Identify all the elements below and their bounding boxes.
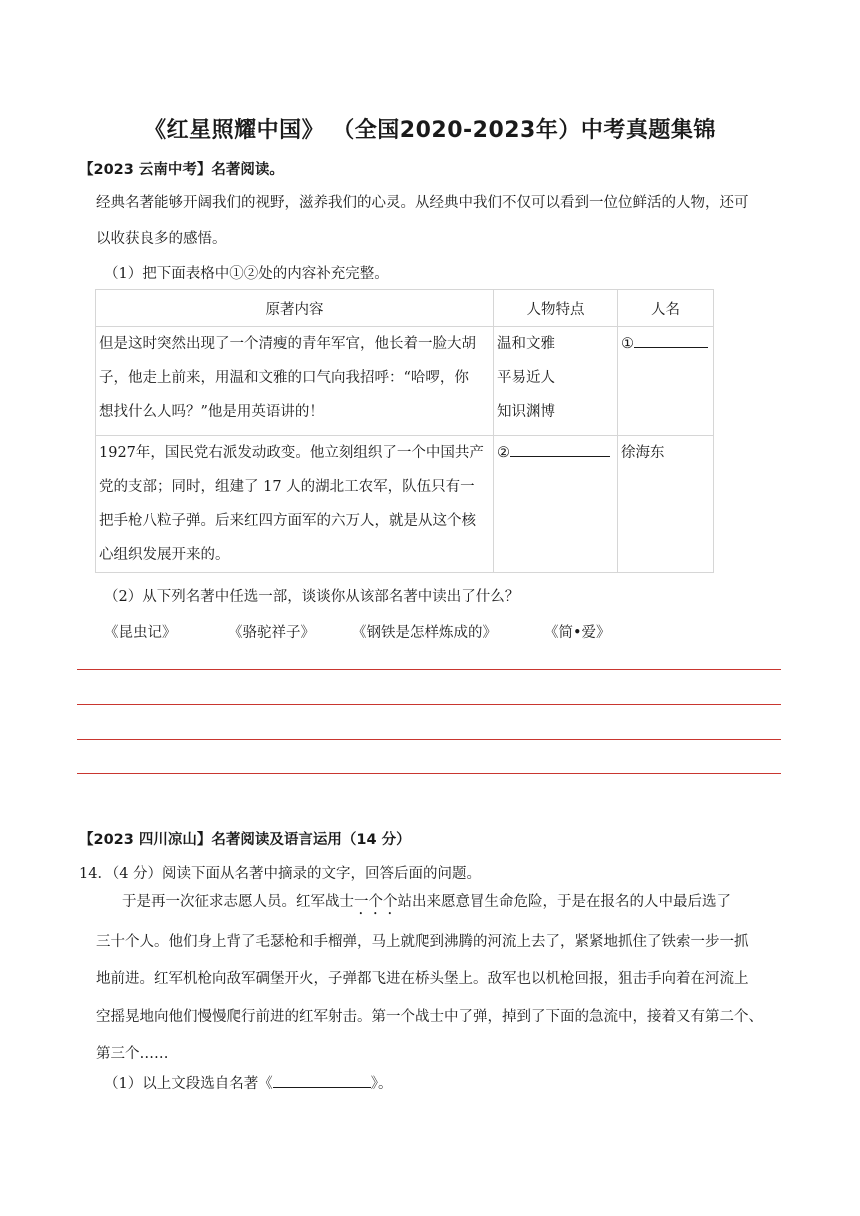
book-option-3: 《钢铁是怎样炼成的》 <box>352 625 497 641</box>
book-option-1: 《昆虫记》 <box>104 625 177 641</box>
character-table <box>95 289 714 573</box>
answer-line-3[interactable] <box>77 739 781 740</box>
question-14-prompt: 14．（4 分）阅读下面从名著中摘录的文字，回答后面的问题。 <box>79 866 482 882</box>
emphasized-word: 一个个 <box>354 894 398 910</box>
blank-marker-2: ② <box>497 445 510 461</box>
page-title: 《红星照耀中国》 （全国2020-2023年）中考真题集锦 <box>144 118 716 143</box>
section1-header: 【2023 云南中考】名著阅读。 <box>79 162 284 178</box>
answer-line-2[interactable] <box>77 704 781 705</box>
table-row <box>96 327 714 436</box>
row1-traits: 温和文雅 平易近人 知识渊博 <box>494 327 618 436</box>
answer-blank-book[interactable] <box>273 1071 371 1088</box>
passage-line-4: 空摇晃地向他们慢慢爬行前进的红军射击。第一个战士中了弹，掉到了下面的急流中，接着又有第二个、 <box>96 1009 763 1025</box>
row1-name-blank[interactable] <box>618 327 714 436</box>
row2-content: 1927年，国民党右派发动政变。他立刻组织了一个中国共产 党的支部；同时，组建了 17 人的湖北工农军，队伍只有一 把手枪八粒子弹。后来红四方面军的六万人，就是从这个核 心组织发展开来的。 <box>96 436 494 573</box>
question-14-1: （1）以上文段选自名著《 》。 <box>104 1071 392 1093</box>
row2-name: 徐海东 <box>618 436 714 573</box>
intro-line-1: 经典名著能够开阔我们的视野，滋养我们的心灵。从经典中我们不仅可以看到一位位鲜活的人物，还可 <box>96 195 749 211</box>
section2-header: 【2023 四川凉山】名著阅读及语言运用（14 分） <box>79 832 411 848</box>
book-option-4: 《简•爱》 <box>544 625 611 641</box>
row2-traits-blank[interactable] <box>494 436 618 573</box>
table-header-content: 原著内容 <box>96 290 494 327</box>
answer-blank-2[interactable] <box>510 440 610 457</box>
blank-marker-1: ① <box>621 336 634 352</box>
question-2-prompt: （2）从下列名著中任选一部，谈谈你从该部名著中读出了什么？ <box>104 589 520 605</box>
table-header-traits: 人物特点 <box>494 290 618 327</box>
answer-line-4[interactable] <box>77 773 781 774</box>
passage-line-3: 地前进。红军机枪向敌军碉堡开火，子弹都飞进在桥头堡上。敌军也以机枪回报，狙击手向着在河流上 <box>96 971 749 987</box>
passage-line-2: 三十个人。他们身上背了毛瑟枪和手榴弹，马上就爬到沸腾的河流上去了，紧紧地抓住了铁索一步一抓 <box>96 934 749 950</box>
question-1-prompt: （1）把下面表格中①②处的内容补充完整。 <box>104 266 389 282</box>
passage-line-5: 第三个…… <box>96 1046 169 1062</box>
row1-content: 但是这时突然出现了一个清瘦的青年军官，他长着一脸大胡 子，他走上前来，用温和文雅的口气向我招呼：“哈啰，你 想找什么人吗？”他是用英语讲的！ <box>96 327 494 436</box>
intro-line-2: 以收获良多的感悟。 <box>96 231 227 247</box>
table-row <box>96 436 714 573</box>
answer-line-1[interactable] <box>77 669 781 670</box>
table-header-name: 人名 <box>618 290 714 327</box>
book-option-2: 《骆驼祥子》 <box>228 625 315 641</box>
answer-blank-1[interactable] <box>634 331 708 348</box>
passage-line-1: 于是再一次征求志愿人员。红军战士一个个站出来愿意冒生命危险，于是在报名的人中最后选了 <box>122 894 731 910</box>
